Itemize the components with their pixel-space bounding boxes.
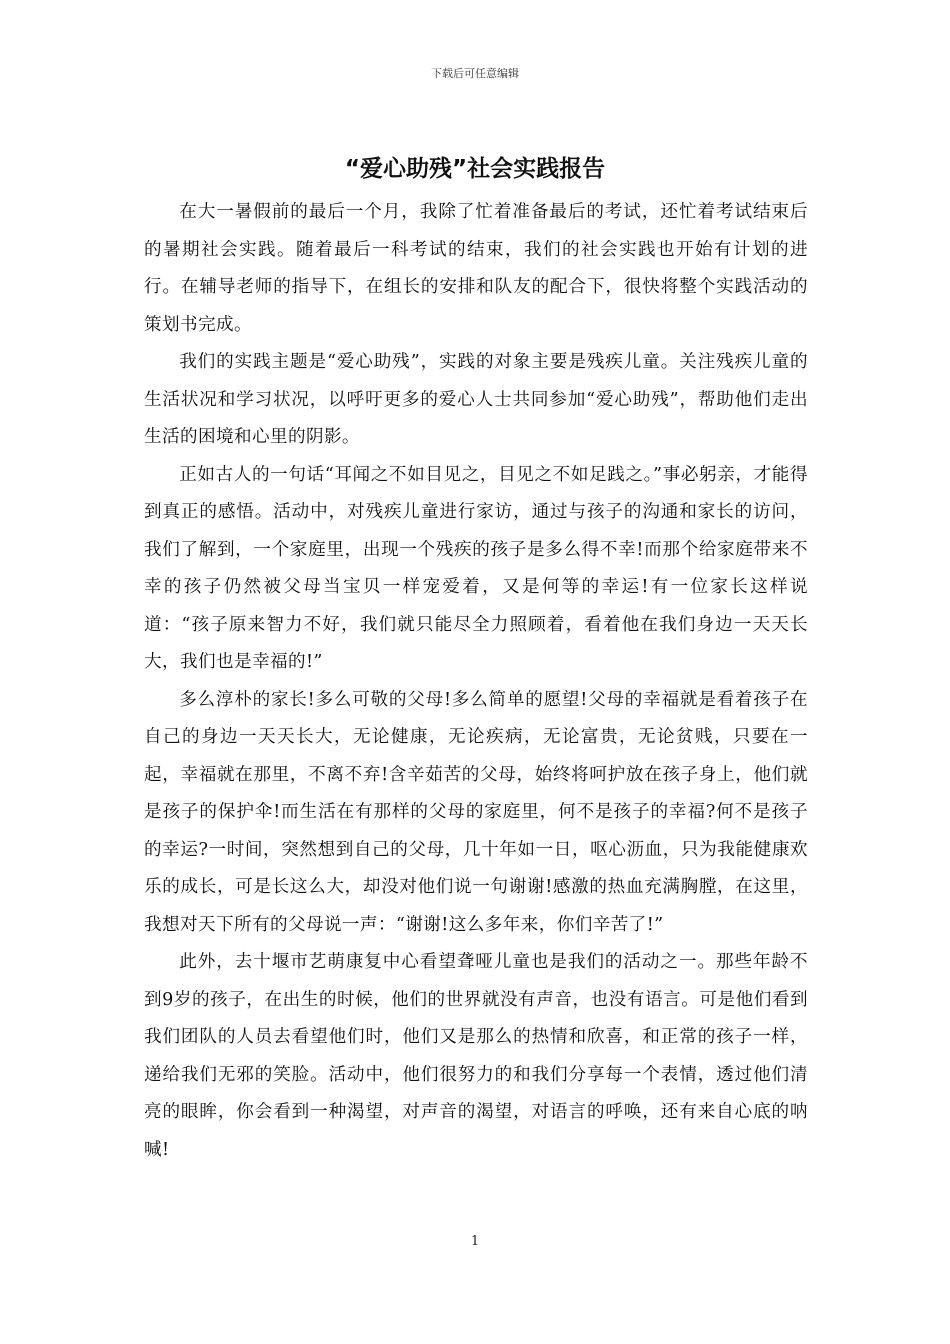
paragraph-4: 多么淳朴的家长!多么可敬的父母!多么简单的愿望!父母的幸福就是看着孩子在自己的身边一天天长大，无论健康，无论疾病，无论富贵，无论贫贱，只要在一起，幸福就在那里，不离不弃!含辛茹苦的父母，始终将呵护放在孩子身上，他们就是孩子的保护伞!而生活在有那样的父母的家庭里，何不是孩子的幸福?何不是孩子的幸运?一时间，突然想到自己的父母，几十年如一日，呕心沥血，只为我能健康欢乐的成长，可是长这么大，却没对他们说一句谢谢!感激的热血充满胸膛，在这里，我想对天下所有的父母说一声：“谢谢!这么多年来，你们辛苦了!”: [144, 689, 808, 935]
paragraph-2: 我们的实践主题是“爱心助残”，实践的对象主要是残疾儿童。关注残疾儿童的生活状况和学习状况，以呼吁更多的爱心人士共同参加“爱心助残”，帮助他们走出生活的困境和心里的阴影。: [144, 352, 808, 447]
paragraph-5: 此外，去十堰市艺萌康复中心看望聋哑儿童也是我们的活动之一。那些年龄不到9岁的孩子，在出生的时候，他们的世界就没有声音，也没有语言。可是他们看到我们团队的人员去看望他们时，他们又是那么的热情和欣喜，和正常的孩子一样，递给我们无邪的笑脸。活动中，他们很努力的和我们分享每一个表情，透过他们清亮的眼眸，你会看到一种渴望，对声音的渴望，对语言的呼唤，还有来自心底的呐喊!: [144, 952, 808, 1160]
document-body: [144, 194, 808, 1169]
page-number: 1: [470, 1234, 480, 1249]
header-note: 下载后可任意编辑: [431, 67, 519, 80]
paragraph-1: 在大一暑假前的最后一个月，我除了忙着准备最后的考试，还忙着考试结束后的暑期社会实践。随着最后一科考试的结束，我们的社会实践也开始有计划的进行。在辅导老师的指导下，在组长的安排和队友的配合下，很快将整个实践活动的策划书完成。: [144, 202, 808, 335]
paragraph-3: 正如古人的一句话“耳闻之不如目见之，目见之不如足践之。”事必躬亲，才能得到真正的感悟。活动中，对残疾儿童进行家访，通过与孩子的沟通和家长的访问，我们了解到，一个家庭里，出现一个残疾的孩子是多么得不幸!而那个给家庭带来不幸的孩子仍然被父母当宝贝一样宠爱着，又是何等的幸运!有一位家长这样说道：“孩子原来智力不好，我们就只能尽全力照顾着，看着他在我们身边一天天长大，我们也是幸福的!”: [144, 464, 808, 672]
document-title: “爱心助残”社会实践报告: [344, 156, 606, 182]
